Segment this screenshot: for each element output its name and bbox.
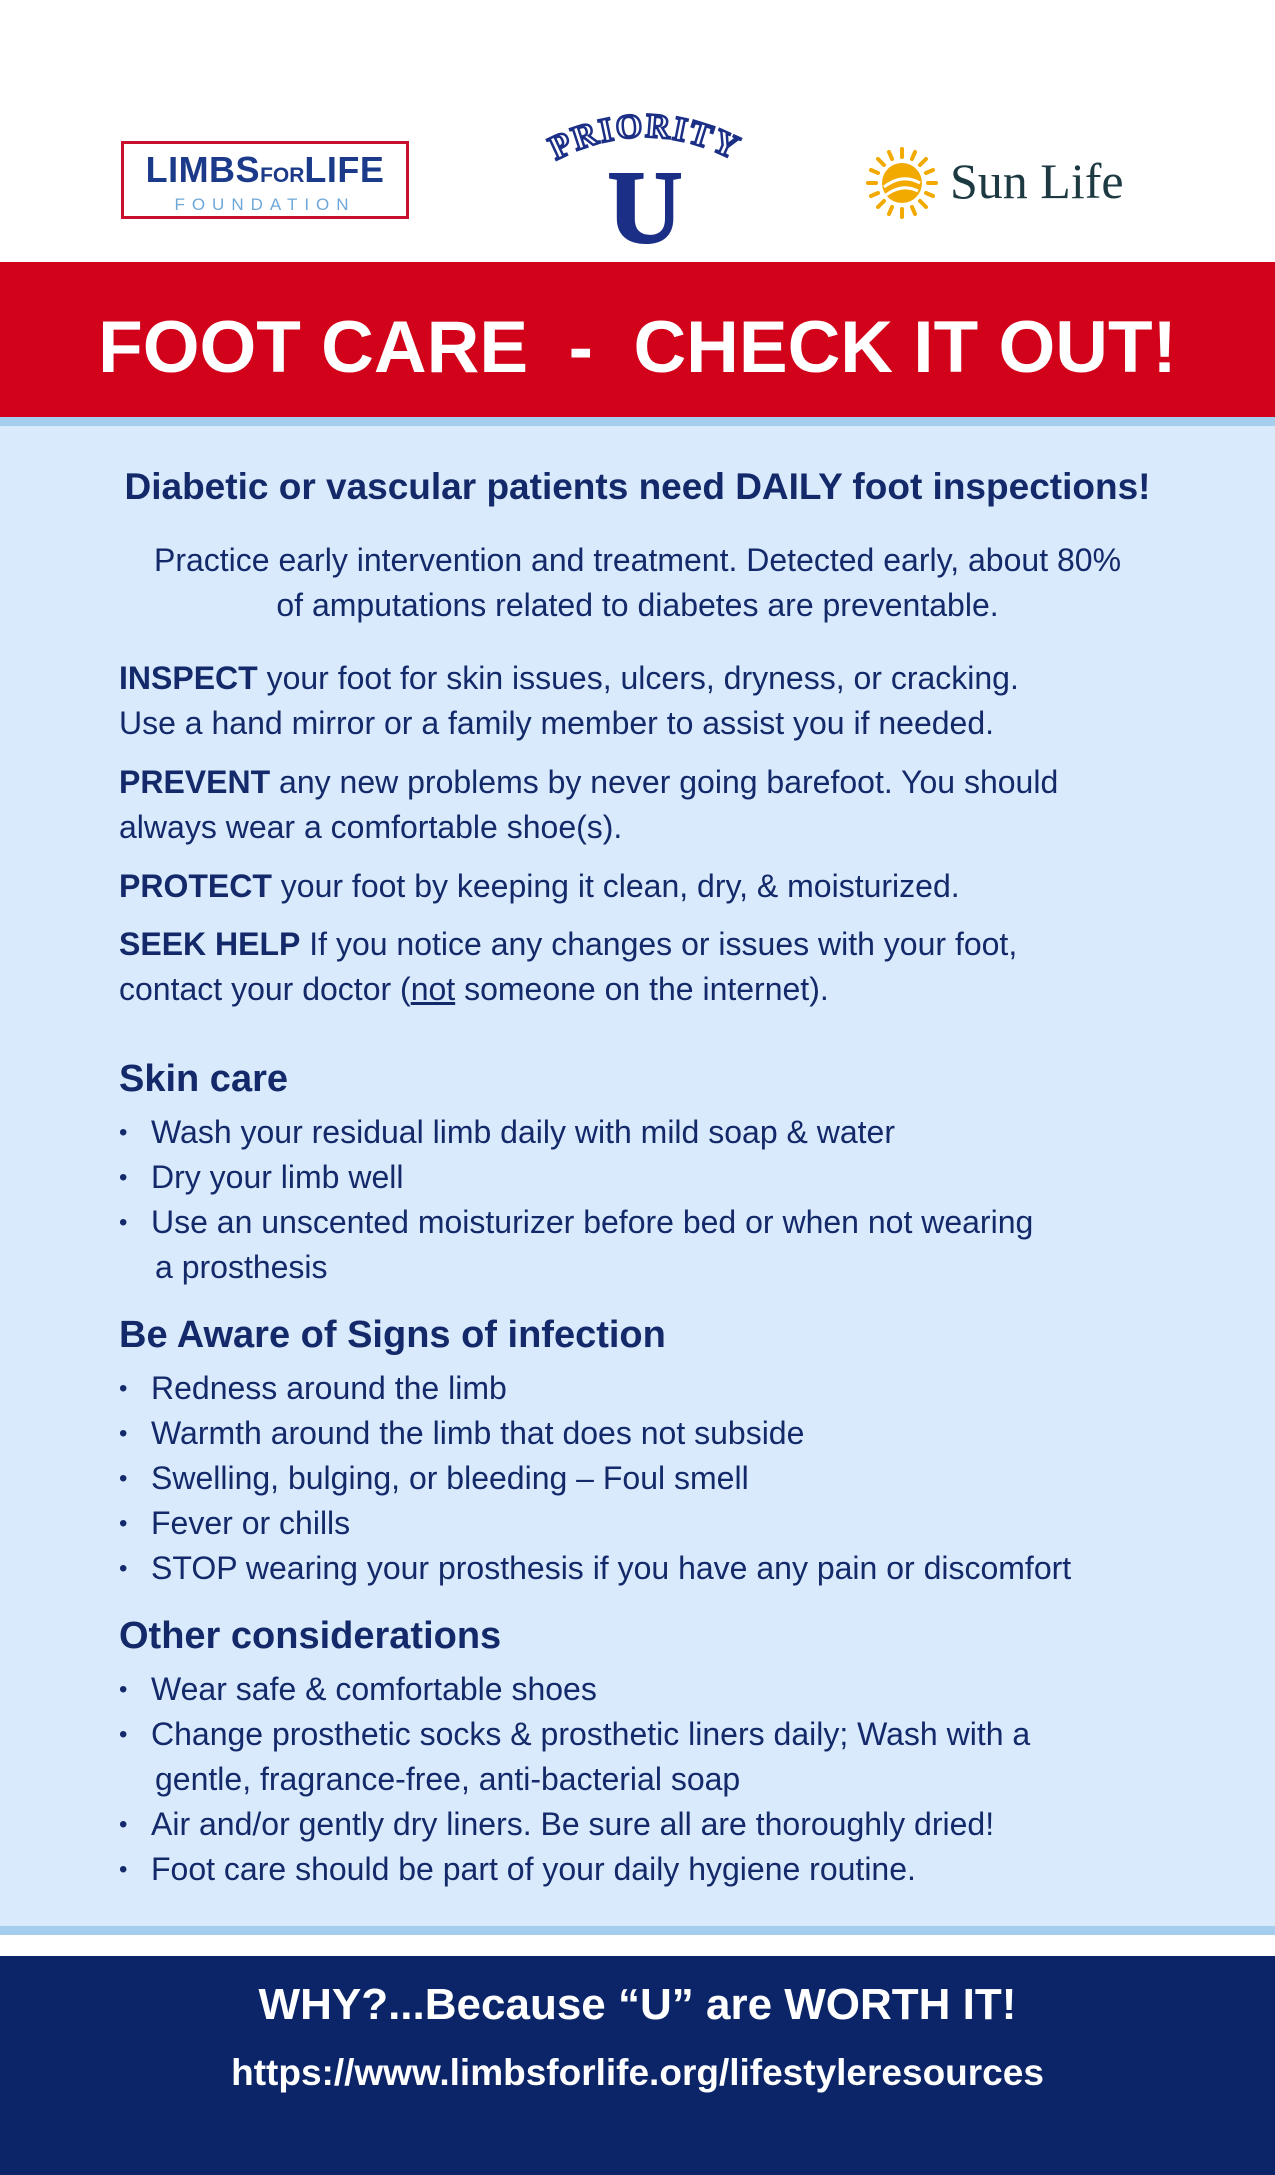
priority-u-logo xyxy=(520,108,770,248)
section-title-other: Other considerations xyxy=(119,1615,502,1657)
list-item: • Swelling, bulging, or bleeding – Foul smell xyxy=(119,1456,1071,1501)
svg-text:PRIORITY: PRIORITY xyxy=(543,108,747,168)
list-item: • Redness around the limb xyxy=(119,1366,1071,1411)
paragraph-seek-help: SEEK HELP If you notice any changes or issues with your foot, contact your doctor (not someone on the internet). xyxy=(119,926,1018,1007)
limbs-for-life-logo: LIMBSFORLIFE FOUNDATION xyxy=(121,141,409,219)
skin-care-list xyxy=(119,1110,1033,1290)
content-panel xyxy=(0,426,1275,1926)
banner-divider xyxy=(0,417,1275,426)
paragraph-prevent: PREVENT any new problems by never going barefoot. You should always wear a comfortable shoe(s). xyxy=(119,764,1059,845)
svg-text:U: U xyxy=(607,150,683,248)
list-item: • STOP wearing your prosthesis if you have any pain or discomfort xyxy=(119,1546,1071,1591)
section-title-skin-care: Skin care xyxy=(119,1058,288,1100)
resources-link[interactable]: https://www.limbsforlife.org/lifestyleresources xyxy=(231,2052,1044,2093)
sun-life-logo: Sun Life xyxy=(862,138,1172,228)
infection-signs-list xyxy=(119,1366,1071,1591)
list-item: • Wear safe & comfortable shoes xyxy=(119,1667,1030,1712)
section-title-infection: Be Aware of Signs of infection xyxy=(119,1314,666,1356)
sun-icon xyxy=(862,143,942,223)
title-banner xyxy=(0,262,1275,417)
list-item: • Warmth around the limb that does not subside xyxy=(119,1411,1071,1456)
list-item: • Foot care should be part of your daily hygiene routine. xyxy=(119,1847,1030,1892)
list-item: • Wash your residual limb daily with mild soap & water xyxy=(119,1110,1033,1155)
intro-text: Practice early intervention and treatment. Detected early, about 80% of amputations related to diabetes are preventable. xyxy=(153,542,1122,623)
lede-heading: Diabetic or vascular patients need DAILY foot inspections! xyxy=(124,466,1151,507)
logo-header xyxy=(0,0,1275,262)
footer-tagline: WHY?...Because “U” are WORTH IT! xyxy=(258,1980,1017,2029)
list-item: • Air and/or gently dry liners. Be sure all are thoroughly dried! xyxy=(119,1802,1030,1847)
paragraph-protect: PROTECT your foot by keeping it clean, dry, & moisturized. xyxy=(119,868,960,904)
paragraph-inspect: INSPECT your foot for skin issues, ulcers, dryness, or cracking. Use a hand mirror or a family member to assist you if needed. xyxy=(119,660,1019,741)
footer-divider xyxy=(0,1926,1275,1935)
other-considerations-list xyxy=(119,1667,1030,1892)
list-item: • Use an unscented moisturizer before bed or when not wearing a prosthesis xyxy=(119,1200,1033,1290)
list-item: • Change prosthetic socks & prosthetic liners daily; Wash with a gentle, fragrance-free, anti-bacterial soap xyxy=(119,1712,1030,1802)
footer xyxy=(0,1956,1275,2175)
list-item: • Fever or chills xyxy=(119,1501,1071,1546)
list-item: • Dry your limb well xyxy=(119,1155,1033,1200)
page-title: FOOT CARE - CHECK IT OUT! xyxy=(98,307,1177,388)
